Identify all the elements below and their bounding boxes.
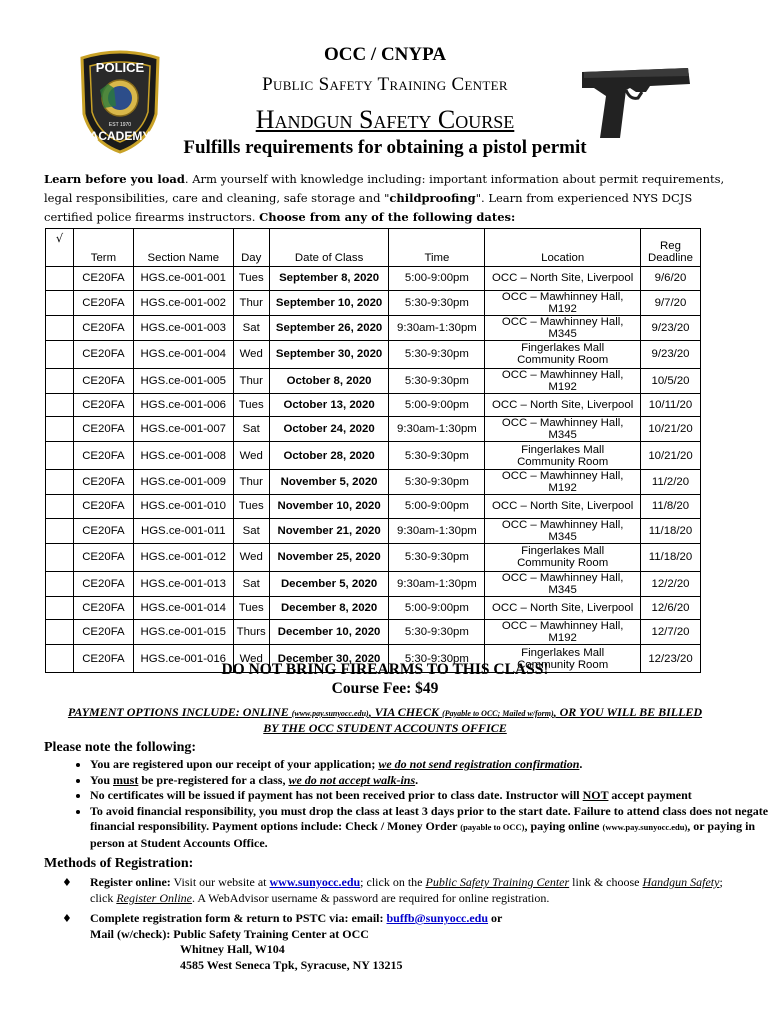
intro-body2: ". Learn from experienced NYS DCJS certified police firearms instructors.: [44, 191, 693, 224]
cell-section: HGS.ce-001-012: [133, 543, 233, 571]
cell-check: [46, 442, 74, 470]
note1-c: .: [579, 757, 583, 771]
cell-section: HGS.ce-001-001: [133, 267, 233, 291]
cell-deadline: 9/6/20: [640, 267, 700, 291]
form-or: or: [488, 911, 503, 925]
online-text4: ; click: [90, 875, 723, 905]
cell-time: 9:30am-1:30pm: [389, 518, 485, 543]
cell-date: December 30, 2020: [269, 645, 389, 673]
cell-location: [485, 596, 641, 620]
cell-section: HGS.ce-001-011: [133, 518, 233, 543]
cell-day: Thur: [233, 368, 269, 393]
cell-date: September 8, 2020: [269, 267, 389, 291]
intro-paragraph: [44, 170, 734, 227]
table-row: [46, 368, 701, 393]
cell-term: CE20FA: [73, 620, 133, 645]
location-line1: OCC – North Site, Liverpool: [492, 500, 634, 513]
course-subtitle: Fulfills requirements for obtaining a pistol permit: [183, 137, 587, 158]
payment-part1: PAYMENT OPTIONS INCLUDE: ONLINE: [67, 705, 292, 719]
note4-a: To avoid financial responsibility, you must drop the class at least 3 days prior to the start date. Failure to attend class does not negate financial responsibility. Payment options include: Check / Money Order: [90, 803, 769, 833]
location-line1: Fingerlakes Mall: [521, 443, 605, 456]
cell-day: Thur: [233, 470, 269, 495]
table-row: [46, 417, 701, 442]
cell-check: [46, 620, 74, 645]
col-day: Day: [233, 229, 269, 267]
online-label: Register online:: [90, 875, 171, 889]
cell-day: Wed: [233, 543, 269, 571]
table-row: [46, 442, 701, 470]
cell-time: 9:30am-1:30pm: [389, 571, 485, 596]
pstc-link-text: Public Safety Training Center: [425, 875, 570, 889]
col-time: Time: [389, 229, 485, 267]
cell-check: [46, 267, 74, 291]
cell-time: 5:30-9:30pm: [389, 290, 485, 315]
table-row: [46, 393, 701, 417]
methods-title: Methods of Registration:: [44, 856, 194, 871]
cell-term: CE20FA: [73, 267, 133, 291]
cell-date: October 28, 2020: [269, 442, 389, 470]
cell-time: 5:30-9:30pm: [389, 645, 485, 673]
cell-date: December 10, 2020: [269, 620, 389, 645]
col-location: Location: [485, 229, 641, 267]
col-term: Term: [73, 229, 133, 267]
cell-day: Tues: [233, 596, 269, 620]
cell-location: [485, 543, 641, 571]
col-check: √: [46, 229, 74, 267]
cell-section: HGS.ce-001-002: [133, 290, 233, 315]
cell-location: [485, 518, 641, 543]
handgun-image: [580, 62, 692, 142]
note2-a: You: [90, 772, 114, 787]
location-line2: Community Room: [517, 455, 609, 468]
table-row: [46, 571, 701, 596]
cell-deadline: 11/2/20: [640, 470, 700, 495]
logo-line2: ACADEMY: [89, 129, 151, 143]
note-item: [90, 773, 770, 789]
cell-time: 5:00-9:00pm: [389, 393, 485, 417]
cell-section: HGS.ce-001-015: [133, 620, 233, 645]
cell-check: [46, 470, 74, 495]
cell-location: [485, 315, 641, 340]
cell-check: [46, 543, 74, 571]
table-row: [46, 290, 701, 315]
cell-date: November 25, 2020: [269, 543, 389, 571]
cell-section: HGS.ce-001-008: [133, 442, 233, 470]
col-deadline: [640, 229, 700, 267]
table-header-row: [46, 229, 701, 267]
location-line1: OCC – Mawhinney Hall, M345: [501, 417, 624, 441]
cell-date: November 21, 2020: [269, 518, 389, 543]
location-line2: Community Room: [517, 557, 609, 569]
location-line1: OCC – Mawhinney Hall, M192: [501, 290, 624, 315]
intro-choose: Choose from any of the following dates:: [259, 210, 516, 224]
note2-c: be pre-registered for a class,: [138, 772, 289, 787]
cell-term: CE20FA: [73, 645, 133, 673]
cell-deadline: 10/21/20: [640, 417, 700, 442]
cell-deadline: 9/7/20: [640, 290, 700, 315]
location-line1: OCC – Mawhinney Hall, M345: [501, 518, 624, 543]
mail-line1: Mail (w/check): Public Safety Training Center at OCC: [90, 926, 369, 941]
cell-location: [485, 495, 641, 519]
cell-term: CE20FA: [73, 495, 133, 519]
cell-deadline: 10/5/20: [640, 368, 700, 393]
table-row: [46, 596, 701, 620]
intro-lead: Learn before you load: [44, 172, 185, 186]
center-title: Public Safety Training Center: [262, 74, 508, 95]
location-line1: OCC – Mawhinney Hall, M192: [501, 620, 624, 644]
col-section: Section Name: [133, 229, 233, 267]
cell-deadline: 12/7/20: [640, 620, 700, 645]
cell-section: HGS.ce-001-005: [133, 368, 233, 393]
location-line2: Community Room: [517, 354, 609, 366]
cell-term: CE20FA: [73, 340, 133, 368]
location-line1: OCC – North Site, Liverpool: [492, 272, 634, 285]
cell-check: [46, 495, 74, 519]
note1-b: we do not send registration confirmation: [378, 757, 580, 771]
location-line1: OCC – North Site, Liverpool: [492, 601, 634, 614]
cell-deadline: 12/6/20: [640, 596, 700, 620]
cell-deadline: 12/2/20: [640, 571, 700, 596]
no-firearms-warning: DO NOT BRING FIREARMS TO THIS CLASS!: [221, 661, 549, 678]
payment-part3: , OR YOU WILL BE BILLED BY THE OCC STUDENT ACCOUNTS OFFICE: [263, 705, 703, 735]
cell-term: CE20FA: [73, 290, 133, 315]
cell-time: 5:30-9:30pm: [389, 470, 485, 495]
note4-small2: (www.pay.sunyocc.edu): [602, 822, 688, 832]
schedule-table: [45, 228, 701, 673]
location-line1: OCC – Mawhinney Hall, M345: [501, 315, 624, 340]
cell-term: CE20FA: [73, 543, 133, 571]
location-line1: OCC – Mawhinney Hall, M192: [501, 368, 624, 393]
payment-check-note: (Payable to OCC; Mailed w/form): [442, 709, 554, 718]
register-online-text: Register Online: [116, 890, 192, 905]
note2-e: .: [415, 772, 419, 787]
cell-date: December 5, 2020: [269, 571, 389, 596]
cell-date: October 13, 2020: [269, 393, 389, 417]
cell-location: [485, 571, 641, 596]
cell-day: Wed: [233, 340, 269, 368]
location-line1: OCC – Mawhinney Hall, M192: [501, 470, 624, 494]
cell-location: [485, 290, 641, 315]
cell-section: HGS.ce-001-014: [133, 596, 233, 620]
cell-term: CE20FA: [73, 442, 133, 470]
cell-day: Sat: [233, 518, 269, 543]
cell-date: October 8, 2020: [269, 368, 389, 393]
table-row: [46, 267, 701, 291]
cell-location: [485, 620, 641, 645]
org-title: OCC / CNYPA: [323, 44, 447, 65]
method-online: [62, 875, 742, 906]
notes-list: [44, 757, 770, 851]
cell-day: Sat: [233, 417, 269, 442]
cell-location: [485, 470, 641, 495]
note-item: [90, 788, 770, 804]
cell-check: [46, 393, 74, 417]
cell-check: [46, 340, 74, 368]
cell-term: CE20FA: [73, 368, 133, 393]
cell-day: Sat: [233, 315, 269, 340]
payment-part2: , VIA CHECK: [368, 705, 443, 719]
col-date: Date of Class: [269, 229, 389, 267]
cell-location: [485, 442, 641, 470]
cell-day: Tues: [233, 267, 269, 291]
cell-term: CE20FA: [73, 315, 133, 340]
table-row: [46, 620, 701, 645]
location-line1: Fingerlakes Mall: [521, 545, 605, 557]
table-row: [46, 315, 701, 340]
cell-section: HGS.ce-001-003: [133, 315, 233, 340]
cell-date: December 8, 2020: [269, 596, 389, 620]
location-line1: OCC – Mawhinney Hall, M345: [501, 571, 624, 596]
cell-time: 5:30-9:30pm: [389, 368, 485, 393]
note-item: [90, 804, 770, 852]
note3-c: accept payment: [608, 788, 692, 802]
cell-section: HGS.ce-001-013: [133, 571, 233, 596]
notes-title: Please note the following:: [44, 740, 197, 755]
cell-section: HGS.ce-001-010: [133, 495, 233, 519]
intro-body1: . Arm yourself with knowledge including: important information about permit requirements, legal responsibilities, care and cleaning, safe storage and ": [44, 172, 725, 205]
cell-deadline: 10/21/20: [640, 442, 700, 470]
logo-est: EST 1970: [108, 122, 132, 128]
cell-date: November 10, 2020: [269, 495, 389, 519]
cell-day: Sat: [233, 571, 269, 596]
methods-list: [62, 875, 742, 973]
cell-term: CE20FA: [73, 571, 133, 596]
cell-location: [485, 340, 641, 368]
website-link[interactable]: www.sunyocc.edu: [269, 875, 361, 889]
course-title: Handgun Safety Course: [255, 105, 515, 134]
cell-term: CE20FA: [73, 596, 133, 620]
table-row: [46, 340, 701, 368]
diamond-bullet-icon: ♦: [62, 876, 72, 889]
cell-check: [46, 571, 74, 596]
cell-date: September 30, 2020: [269, 340, 389, 368]
table-row: [46, 495, 701, 519]
cell-check: [46, 290, 74, 315]
cell-check: [46, 368, 74, 393]
cell-day: Thurs: [233, 620, 269, 645]
online-text3: link & choose: [569, 875, 643, 889]
table-row: [46, 470, 701, 495]
location-line1: Fingerlakes Mall: [521, 646, 605, 659]
cell-date: September 10, 2020: [269, 290, 389, 315]
cell-check: [46, 315, 74, 340]
mail-line2: Whitney Hall, W104: [180, 942, 285, 956]
course-fee: Course Fee: $49: [331, 680, 439, 697]
note4-b: , paying online: [524, 819, 603, 833]
online-text5: . A WebAdvisor username & password are required for online registration.: [191, 890, 550, 905]
logo-line1: POLICE: [95, 60, 145, 75]
note3-a: No certificates will be issued if payment has not been received prior to class date. Instructor will: [90, 788, 583, 802]
cell-term: CE20FA: [73, 470, 133, 495]
cell-date: November 5, 2020: [269, 470, 389, 495]
cell-time: 5:30-9:30pm: [389, 442, 485, 470]
payment-options: [60, 705, 710, 736]
cell-check: [46, 596, 74, 620]
cell-time: 9:30am-1:30pm: [389, 417, 485, 442]
cell-deadline: 10/11/20: [640, 393, 700, 417]
cell-location: [485, 368, 641, 393]
table-row: [46, 518, 701, 543]
cell-day: Tues: [233, 393, 269, 417]
cell-section: HGS.ce-001-004: [133, 340, 233, 368]
form-label: Complete registration form & return to PSTC via: email:: [90, 911, 387, 925]
note2-b: must: [113, 772, 139, 787]
warning-block: [0, 660, 770, 698]
cell-term: CE20FA: [73, 393, 133, 417]
cell-section: HGS.ce-001-007: [133, 417, 233, 442]
location-line2: Community Room: [517, 658, 609, 671]
cell-section: HGS.ce-001-016: [133, 645, 233, 673]
cell-location: [485, 267, 641, 291]
cell-deadline: 11/18/20: [640, 518, 700, 543]
cell-day: Thur: [233, 290, 269, 315]
cell-time: 5:00-9:00pm: [389, 267, 485, 291]
cell-section: HGS.ce-001-009: [133, 470, 233, 495]
location-line1: OCC – North Site, Liverpool: [492, 398, 634, 411]
payment-url: (www.pay.sunyocc.edu): [291, 709, 369, 718]
cell-date: October 24, 2020: [269, 417, 389, 442]
diamond-bullet-icon: ♦: [62, 912, 72, 925]
mail-line3: 4585 West Seneca Tpk, Syracuse, NY 13215: [180, 957, 403, 972]
cell-check: [46, 417, 74, 442]
email-link[interactable]: buffb@sunyocc.edu: [386, 911, 489, 925]
online-text2: ; click on the: [360, 875, 426, 889]
cell-deadline: 9/23/20: [640, 340, 700, 368]
online-text1: Visit our website at: [170, 875, 270, 889]
cell-deadline: 11/8/20: [640, 495, 700, 519]
cell-time: 5:30-9:30pm: [389, 543, 485, 571]
col-deadline-1: Reg: [660, 240, 681, 252]
note2-d: we do not accept walk-ins: [288, 772, 416, 787]
note3-b: NOT: [582, 788, 609, 802]
cell-day: Wed: [233, 645, 269, 673]
cell-time: 5:00-9:00pm: [389, 596, 485, 620]
cell-day: Tues: [233, 495, 269, 519]
cell-time: 5:30-9:30pm: [389, 340, 485, 368]
note4-c: , or paying in person at Student Accounts Office.: [90, 819, 756, 850]
cell-day: Wed: [233, 442, 269, 470]
cell-section: HGS.ce-001-006: [133, 393, 233, 417]
col-deadline-2: Deadline: [648, 252, 693, 264]
location-line1: Fingerlakes Mall: [521, 342, 605, 354]
intro-childproof: childproofing: [389, 191, 476, 205]
cell-location: [485, 417, 641, 442]
note-item: [90, 757, 770, 773]
cell-check: [46, 518, 74, 543]
cell-deadline: 9/23/20: [640, 315, 700, 340]
note1-a: You are registered upon our receipt of your application;: [90, 757, 379, 771]
cell-time: 5:30-9:30pm: [389, 620, 485, 645]
cell-term: CE20FA: [73, 518, 133, 543]
handgun-safety-text: Handgun Safety: [642, 875, 720, 889]
cell-location: [485, 393, 641, 417]
cell-date: September 26, 2020: [269, 315, 389, 340]
method-form: [62, 911, 742, 927]
cell-deadline: 12/23/20: [640, 645, 700, 673]
cell-time: 9:30am-1:30pm: [389, 315, 485, 340]
cell-term: CE20FA: [73, 417, 133, 442]
cell-time: 5:00-9:00pm: [389, 495, 485, 519]
cell-deadline: 11/18/20: [640, 543, 700, 571]
page-header: [0, 0, 770, 160]
table-row: [46, 543, 701, 571]
note4-small1: (payable to OCC): [460, 822, 525, 832]
